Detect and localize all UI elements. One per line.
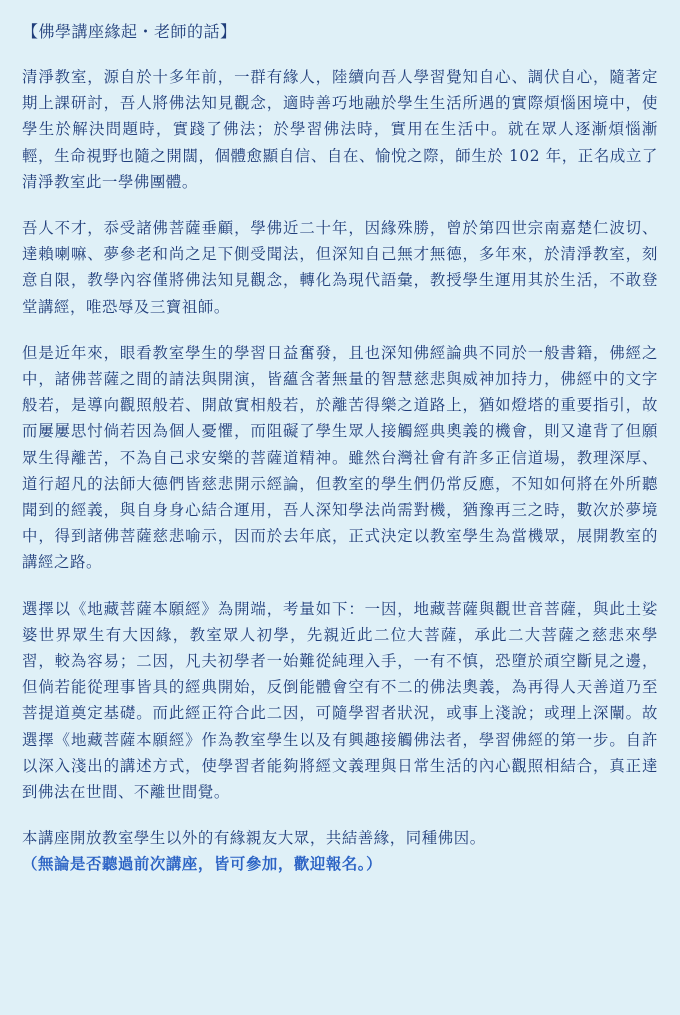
paragraph-teacher-background: 吾人不才，忝受諸佛菩薩垂顧，學佛近二十年，因緣殊勝，曾於第四世宗南嘉楚仁波切、達賴喇嘛、夢參老和尚之足下側受聞法，但深知自己無才無德，多年來，於清淨教室，刻意自限，教學內容僅將佛法知見觀念，轉化為現代語彙，教授學生運用其於生活，不敢登堂講經，唯恐辱及三寶祖師。	[22, 219, 658, 316]
paragraph-origin: 清淨教室，源自於十多年前，一群有緣人，陸續向吾人學習覺知自心、調伏自心，隨著定期上課研討，吾人將佛法知見觀念，適時善巧地融於學生生活所遇的實際煩惱困境中，使學生於解決問題時，實踐了佛法；於學習佛法時，實用在生活中。就在眾人逐漸煩惱漸輕，生命視野也隨之開闊，個體愈顯自信、自在、愉悅之際，師生於 102 年，正名成立了清淨教室此一學佛團體。	[22, 68, 658, 191]
page-title: 【佛學講座緣起・老師的話】	[22, 22, 237, 41]
registration-note: （無論是否聽過前次講座，皆可參加，歡迎報名。）	[22, 855, 383, 874]
closing-statement: 本講座開放教室學生以外的有緣親友大眾，共結善緣，同種佛因。	[22, 829, 486, 848]
paragraph-sutra-choice: 選擇以《地藏菩薩本願經》為開端，考量如下：一因，地藏菩薩與觀世音菩薩，與此土娑婆世界眾生有大因緣，教室眾人初學，先親近此二位大菩薩，承此二大菩薩之慈悲來學習，較為容易；二因，凡夫初學者一始難從純理入手，一有不慎，恐墮於頑空斷見之邊，但倘若能從理事皆具的經典開始，反倒能體會空有不二的佛法奧義，為再得人天善道乃至菩提道奠定基礎。而此經正符合此二因，可隨學習者狀況，或事上淺說；或理上深闡。故選擇《地藏菩薩本願經》作為教室學生以及有興趣接觸佛法者，學習佛經的第一步。自許以深入淺出的講述方式，使學習者能夠將經文義理與日常生活的內心觀照相結合，真正達到佛法在世間、不離世間覺。	[22, 599, 658, 802]
paragraph-decision: 但是近年來，眼看教室學生的學習日益奮發，且也深知佛經論典不同於一般書籍，佛經之中，諸佛菩薩之間的請法與開演，皆蘊含著無量的智慧慈悲與威神加持力，佛經中的文字般若，是導向觀照般若、開啟實相般若，於離苦得樂之道路上，猶如燈塔的重要指引，故而屢屢思忖倘若因為個人憂懼，而阻礙了學生眾人接觸經典奧義的機會，則又違背了但願眾生得離苦，不為自己求安樂的菩薩道精神。雖然台灣社會有許多正信道場，教理深厚、道行超凡的法師大德們皆慈悲開示經論，但教室的學生們仍常反應，不知如何將在外所聽聞到的經義，與自身身心結合運用，吾人深知學法尚需對機，猶豫再三之時，數次於夢境中，得到諸佛菩薩慈悲喻示，因而於去年底，正式決定以教室學生為當機眾，展開教室的講經之路。	[22, 343, 658, 572]
